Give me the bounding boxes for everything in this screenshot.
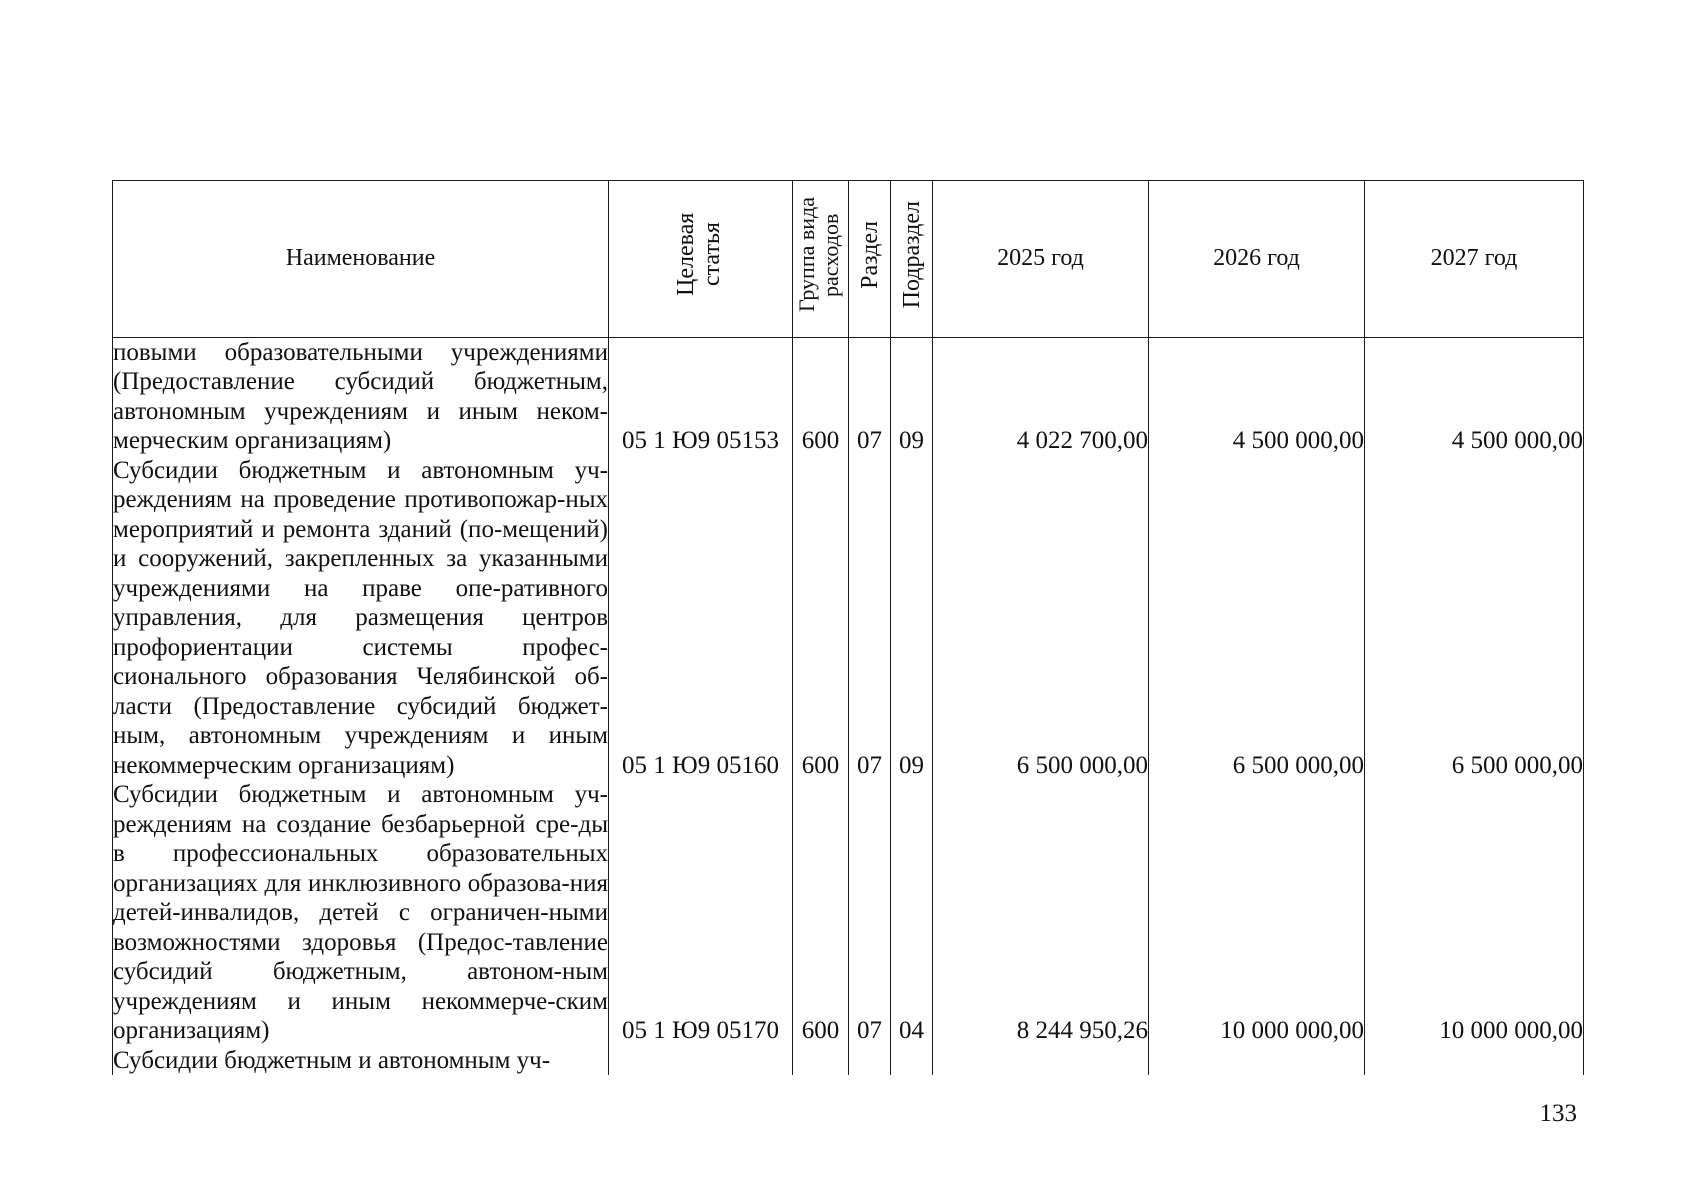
row-subsection: 09 xyxy=(891,456,933,781)
row-amount-2027: 6 500 000,00 xyxy=(1365,456,1584,781)
row-expense-group: 600 xyxy=(793,456,849,781)
budget-table xyxy=(112,180,1584,1075)
row-amount-2026: 4 500 000,00 xyxy=(1149,337,1365,456)
row-amount-2025: 8 244 950,26 xyxy=(933,780,1149,1046)
row-name: повыми образовательными учреждениями (Предоставление субсидий бюджетным, автономным учреждениям и иным неком-мерческим организациям) xyxy=(113,338,608,454)
header-year-2025: 2025 год xyxy=(933,181,1149,338)
row-target-article: 05 1 Ю9 05153 xyxy=(609,337,793,456)
page-number: 133 xyxy=(1539,1100,1577,1127)
row-section: 07 xyxy=(849,780,891,1046)
row-amount-2026 xyxy=(1149,1046,1365,1076)
row-expense-group: 600 xyxy=(793,337,849,456)
row-subsection: 09 xyxy=(891,337,933,456)
row-amount-2027: 4 500 000,00 xyxy=(1365,337,1584,456)
header-section: Раздел xyxy=(849,181,891,338)
row-amount-2026: 10 000 000,00 xyxy=(1149,780,1365,1046)
header-name: Наименование xyxy=(113,181,609,338)
header-subsection: Подраздел xyxy=(891,181,933,338)
row-amount-2026: 6 500 000,00 xyxy=(1149,456,1365,781)
row-amount-2027 xyxy=(1365,1046,1584,1076)
table-row xyxy=(113,1046,1584,1076)
row-target-article xyxy=(609,1046,793,1076)
table-row xyxy=(113,456,1584,781)
row-target-article: 05 1 Ю9 05170 xyxy=(609,780,793,1046)
row-expense-group: 600 xyxy=(793,780,849,1046)
row-section: 07 xyxy=(849,456,891,781)
row-target-article: 05 1 Ю9 05160 xyxy=(609,456,793,781)
row-amount-2025: 4 022 700,00 xyxy=(933,337,1149,456)
row-name: Субсидии бюджетным и автономным уч- xyxy=(113,1046,609,1076)
table-row xyxy=(113,337,1584,456)
row-amount-2025 xyxy=(933,1046,1149,1076)
row-name: Субсидии бюджетным и автономным уч-реждениям на проведение противопожар-ных мероприятий и ремонта зданий (по-мещений) и сооружений, закрепленных за указанными учреждениями на праве опе-ративного управления, для размещения центров профориентации системы профес-сионального образования Челябинской об-ласти (Предоставление субсидий бюджет-ным, автономным учреждениям и иным некоммерческим организациям) xyxy=(113,456,608,779)
row-subsection: 04 xyxy=(891,780,933,1046)
header-year-2026: 2026 год xyxy=(1149,181,1365,338)
row-amount-2027: 10 000 000,00 xyxy=(1365,780,1584,1046)
header-expense-group: Группа вида расходов xyxy=(793,181,849,338)
header-year-2027: 2027 год xyxy=(1365,181,1584,338)
row-expense-group xyxy=(793,1046,849,1076)
header-target-article: Целевая статья xyxy=(609,181,793,338)
row-subsection xyxy=(891,1046,933,1076)
table-row xyxy=(113,780,1584,1046)
row-name: Субсидии бюджетным и автономным уч-реждениям на создание безбарьерной сре-ды в профессиональных образовательных организациях для инклюзивного образова-ния детей-инвалидов, детей с ограничен-ными возможностями здоровья (Предос-тавление субсидий бюджетным, автоном-ным учреждениям и иным некоммерче-ским организациям) xyxy=(113,781,608,1044)
table-header-row xyxy=(113,181,1584,338)
row-section: 07 xyxy=(849,337,891,456)
row-amount-2025: 6 500 000,00 xyxy=(933,456,1149,781)
row-section xyxy=(849,1046,891,1076)
